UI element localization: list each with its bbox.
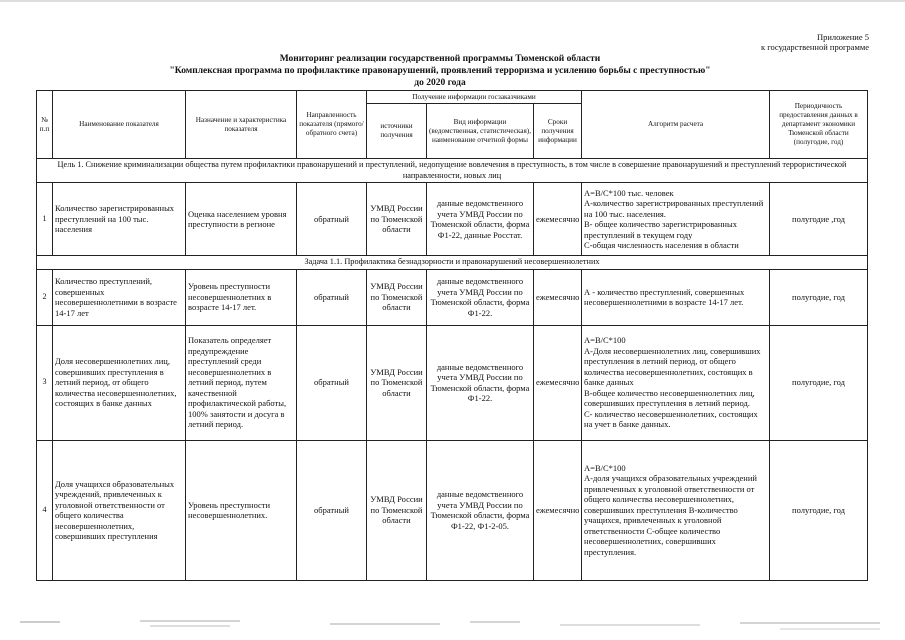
table-row [37, 269, 868, 325]
algorithm-line: А-Доля несовершеннолетних лиц, совершивших преступления в летний период, от общего количества несовершеннолетних, состоящих в банке данных [584, 345, 761, 388]
row-purpose: Уровень преступности несовершеннолетних в возрасте 14-17 лет. [186, 269, 297, 325]
row-algorithm [582, 440, 770, 580]
row-num: 2 [37, 269, 53, 325]
algorithm-line: В-общее количество несовершеннолетних лиц, совершивших преступления в летний период. [584, 387, 755, 409]
row-num: 1 [37, 183, 53, 256]
algorithm-line: А - количество преступлений, совершенных несовершеннолетними в возрасте 14-17 лет. [584, 286, 745, 307]
title-line-3: до 2020 года [414, 78, 466, 88]
monitoring-table [36, 90, 868, 581]
header-sources: источники получения [367, 104, 427, 159]
header-direction: Направленность показателя (прямого/обратного счета) [297, 91, 367, 159]
algorithm-line: С-общая численность населения в области [584, 240, 739, 250]
header-purpose: Назначение и характеристика показателя [186, 91, 297, 159]
row-direction: обратный [297, 183, 367, 256]
scan-bottom-noise [0, 612, 905, 640]
algorithm-line: А=В/С*100 [584, 462, 626, 473]
row-term: ежемесячно [534, 183, 582, 256]
header-indicator: Наименование показателя [53, 91, 186, 159]
row-indicator: Доля несовершеннолетних лиц, совершивших преступления в летний период, от общего количества несовершеннолетних, состоящих в банке данных [53, 325, 186, 440]
algorithm-line: А=В/С*100 [584, 335, 626, 346]
row-source: УМВД России по Тюменской области [367, 440, 427, 580]
row-direction: обратный [297, 440, 367, 580]
row-direction: обратный [297, 269, 367, 325]
algorithm-line: А-доля учащихся образовательных учреждений привлеченных к уголовной ответственности от общего количества несовершеннолетних, совершивших преступления В-количество учащихся, привлеченных к уголовной ответственности С-общее количество несовершеннолетних, совершивших преступления. [584, 473, 757, 557]
row-indicator: Доля учащихся образовательных учреждений, привлеченных к уголовной ответственности от общего количества несовершеннолетних, совершивших преступления [53, 440, 186, 580]
row-info: данные ведомственного учета УМВД России по Тюменской области, форма Ф1-22. [427, 269, 534, 325]
row-purpose: Оценка населением уровня преступности в регионе [186, 183, 297, 256]
appendix-line-1: Приложение 5 [817, 32, 869, 42]
header-info-type: Вид информации (ведомственная, статистическая), наименование отчетной формы [427, 104, 534, 159]
algorithm-line: А-количество зарегистрированных преступлений на 100 тыс. населения. [584, 198, 764, 219]
appendix-line-2: к государственной программе [760, 42, 869, 52]
header-periodicity: Периодичность предоставления данных в департамент экономики Тюменской области (полугодие, год) [770, 91, 868, 159]
row-num: 4 [37, 440, 53, 580]
row-term: ежемесячно [534, 325, 582, 440]
algorithm-line: A=B/C*100 тыс. человек [584, 187, 674, 198]
row-term: ежемесячно [534, 269, 582, 325]
header-algorithm: Алгоритм расчета [582, 91, 770, 159]
document-title [60, 53, 820, 89]
row-period: полугодие, год [770, 325, 868, 440]
row-purpose: Показатель определяет предупреждение преступлений среди несовершеннолетних в летний период, путем качественной профилактической работы, 100% занятости и досуга в летний период. [186, 325, 297, 440]
row-period: полугодие, год [770, 440, 868, 580]
task-row: Задача 1.1. Профилактика безнадзорности и правонарушений несовершеннолетних [37, 256, 868, 270]
goal-row: Цель 1. Снижение криминализации общества путем профилактики правонарушений и преступлений, недопущение вовлечения в преступность, в том числе в совершение правонарушений и преступлений террористической направленности, новых лиц [37, 159, 868, 183]
scan-top-edge [0, 0, 905, 3]
algorithm-line: С- количество несовершеннолетних, состоящих на учет в банке данных. [584, 408, 758, 430]
row-algorithm [582, 183, 770, 256]
table-row [37, 440, 868, 580]
row-source: УМВД России по Тюменской области [367, 183, 427, 256]
row-algorithm [582, 269, 770, 325]
row-term: ежемесячно [534, 440, 582, 580]
row-source: УМВД России по Тюменской области [367, 269, 427, 325]
row-direction: обратный [297, 325, 367, 440]
row-algorithm [582, 325, 770, 440]
row-purpose: Уровень преступности несовершеннолетних. [186, 440, 297, 580]
row-period: полугодие ,год [770, 183, 868, 256]
row-info: данные ведомственного учета УМВД России по Тюменской области, форма Ф1-22, данные Росстат. [427, 183, 534, 256]
header-info-group: Получение информации госзаказчиками [367, 91, 582, 104]
table-row [37, 325, 868, 440]
row-info: данные ведомственного учета УМВД России по Тюменской области, форма Ф1-22. [427, 325, 534, 440]
row-indicator: Количество преступлений, совершенных несовершеннолетними в возрасте 14-17 лет [53, 269, 186, 325]
row-info: данные ведомственного учета УМВД России по Тюменской области, форма Ф1-22, Ф1-2-05. [427, 440, 534, 580]
row-source: УМВД России по Тюменской области [367, 325, 427, 440]
row-num: 3 [37, 325, 53, 440]
title-line-1: Мониторинг реализации государственной программы Тюменской области [279, 54, 601, 64]
title-line-2: "Комплексная программа по профилактике правонарушений, проявлений терроризма и усилению борьбы с преступностью" [169, 66, 711, 76]
algorithm-line: В- общее количество зарегистрированных преступлений в текущем году [584, 219, 737, 240]
table-row [37, 183, 868, 256]
row-period: полугодие, год [770, 269, 868, 325]
header-terms: Сроки получения информации [534, 104, 582, 159]
header-num: № п.п [37, 91, 53, 159]
appendix-note [761, 32, 869, 52]
row-indicator: Количество зарегистрированных преступлений на 100 тыс. населения [53, 183, 186, 256]
